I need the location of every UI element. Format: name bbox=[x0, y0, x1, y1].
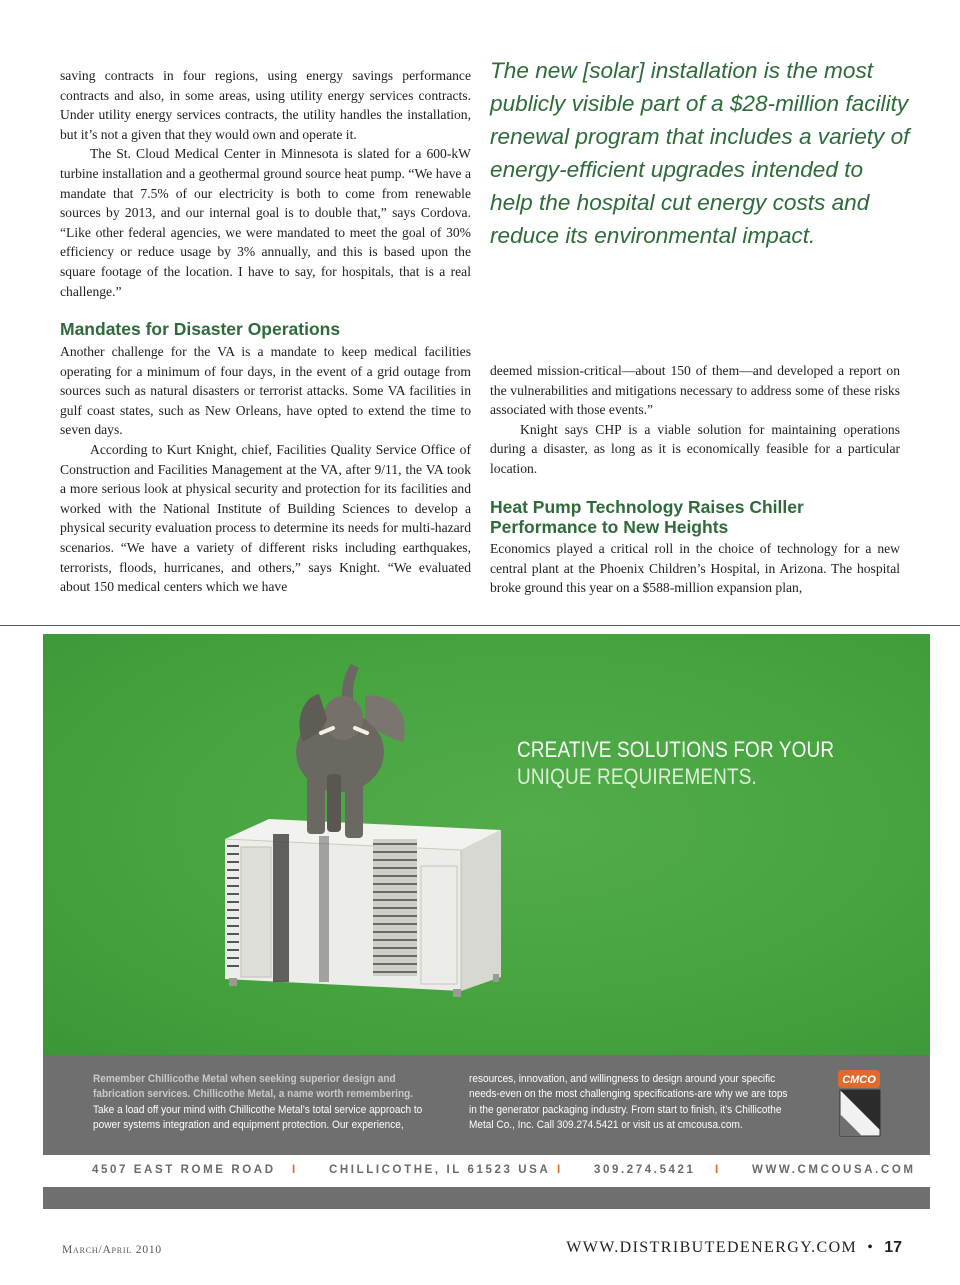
section-heading-heat-pump: Heat Pump Technology Raises Chiller Performance to New Heights bbox=[490, 497, 804, 537]
paragraph: Economics played a critical roll in the choice of technology for a new central plant at the Phoenix Children’s Hospital, in Arizona. The hospital broke ground this year on a $588-million expansion plan, bbox=[490, 541, 900, 596]
page-footer-right bbox=[566, 1239, 902, 1257]
page-number: 17 bbox=[884, 1239, 902, 1256]
separator: I bbox=[292, 1164, 296, 1176]
article-column-2-last bbox=[490, 539, 900, 598]
advertisement-bottom-band bbox=[43, 1187, 930, 1209]
city-address: CHILLICOTHE, IL 61523 USA bbox=[329, 1164, 551, 1176]
advertisement-contact-strip bbox=[43, 1155, 930, 1187]
paragraph: Another challenge for the VA is a mandate to keep medical facilities operating for a minimum of four days, in the event of a grid outage from sources such as natural disasters or terrorist attacks. Some VA facilities in gulf coast states, such as New Orleans, have opted to extend the time to seven days. bbox=[60, 344, 471, 438]
pull-quote: The new [solar] installation is the most publicly visible part of a $28-million facility renewal program that includes a variety of energy-efficient upgrades intended to help the hospital cut energy costs and reduce its environmental impact. bbox=[490, 58, 910, 248]
advertisement-image-panel bbox=[43, 634, 930, 1055]
issue-date: March/April 2010 bbox=[62, 1244, 162, 1256]
divider bbox=[0, 625, 960, 626]
paragraph: deemed mission-critical—about 150 of them—and developed a report on the vulnerabilities and mitigations necessary to address some of these risks associated with those events.” bbox=[490, 363, 900, 418]
separator: I bbox=[715, 1164, 719, 1176]
phone-number: 309.274.5421 bbox=[594, 1164, 696, 1176]
separator: I bbox=[557, 1164, 561, 1176]
logo-wordmark: CMCO bbox=[842, 1074, 876, 1086]
headline-line-1: CREATIVE SOLUTIONS FOR YOUR bbox=[517, 737, 835, 762]
advertisement-copy-right: resources, innovation, and willingness to design around your specific needs-even on the most challenging specifications-are why we are tops in the generator packaging industry. From start to finish, it’s Chillicothe Metal Co., Inc. Call 309.274.5421 or visit us at cmcousa.com. bbox=[469, 1073, 788, 1132]
publication-website[interactable]: WWW.DISTRIBUTEDENERGY.COM bbox=[566, 1239, 858, 1256]
advertisement-copy-band bbox=[43, 1055, 930, 1155]
article-column-1-bottom bbox=[60, 342, 471, 597]
paragraph: The St. Cloud Medical Center in Minnesota is slated for a 600-kW turbine installation and a geothermal ground source heat pump. “We have a mandate that 7.5% of our electricity is both to come from renewable sources by 2013, and our internal goal is to double that,” says Cordova. “Like other federal agencies, we were mandated to meet the goal of 30% efficiency or reduce usage by 3% annually, and this is based upon the square footage of the location. I have to say, for hospitals, that is a real challenge.” bbox=[60, 146, 471, 299]
paragraph: According to Kurt Knight, chief, Facilities Quality Service Office of Construction and Facilities Management at the VA, after 9/11, the VA took a more serious look at physical security and protection for its facilities and worked with the National Institute of Building Sciences to develop a physical security evaluation process to determine its needs for multi-hazard scenarios. “We have a variety of different risks including earthquakes, terrorists, floods, hurricanes, and others,” says Knight. “We evaluated about 150 medical centers which we have bbox=[60, 441, 471, 595]
cmco-logo bbox=[836, 1068, 882, 1140]
paragraph: saving contracts in four regions, using energy savings performance contracts and also, in some areas, using utility energy services contracts. Under utility energy services contracts, the utility handles the installation, but it’s not a given that they would own and operate it. bbox=[60, 68, 471, 142]
generator-with-elephant-illustration bbox=[43, 634, 930, 1055]
advertisement-body: Take a load off your mind with Chillicothe Metal’s total service approach to power systems integration and equipment protection. Our experience, bbox=[93, 1103, 423, 1132]
advertisement-tagline: Remember Chillicothe Metal when seeking superior design and fabrication services. Chillicothe Metal, a name worth remembering. bbox=[93, 1073, 414, 1101]
section-heading-mandates: Mandates for Disaster Operations bbox=[60, 319, 341, 339]
street-address: 4507 EAST ROME ROAD bbox=[92, 1164, 276, 1176]
article-column-2 bbox=[490, 361, 900, 479]
article-column-1-top bbox=[60, 66, 471, 301]
bullet-separator: • bbox=[867, 1239, 875, 1256]
advertisement-headline bbox=[517, 736, 834, 790]
advertisement-copy-left bbox=[93, 1072, 426, 1134]
headline-line-2: UNIQUE REQUIREMENTS. bbox=[517, 764, 757, 789]
website-link[interactable]: WWW.CMCOUSA.COM bbox=[752, 1164, 916, 1176]
paragraph: Knight says CHP is a viable solution for maintaining operations during a disaster, as long as it is economically feasible for a particular location. bbox=[490, 421, 900, 476]
